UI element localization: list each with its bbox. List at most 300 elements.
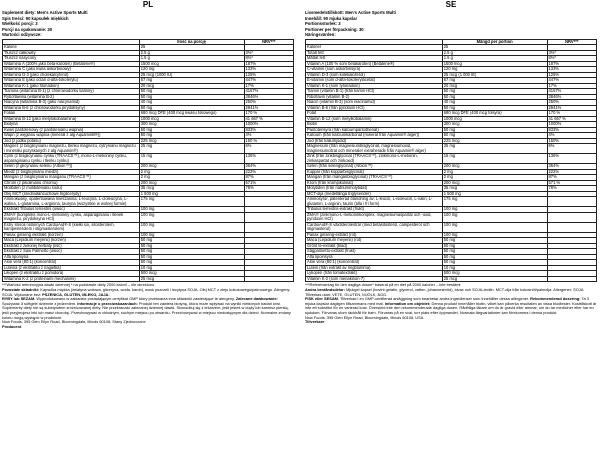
amount-per-serving: 67 mg: [442, 78, 547, 84]
nutrient-name: Miedź (z bisglicynianu miedzi): [3, 169, 140, 175]
nrv-value: 133%: [547, 67, 596, 73]
amount-per-serving: 15 mg: [442, 154, 547, 164]
amount-per-serving: 1000 mcg: [442, 116, 547, 122]
nutrient-name: Luteina (z ekstraktu z nagietka): [3, 265, 140, 271]
nutrient-name: Grönt te-extrakt (blad): [306, 243, 443, 249]
nutrient-name: Tribulus terrestris-extrakt (frukt): [306, 207, 443, 213]
nutrient-name: Aloe vera (80:1) (koncentrat): [306, 260, 443, 266]
nutrient-name: Witamina B-6 (z chlorowodorku pirydoksyny): [3, 105, 140, 111]
amount-per-serving: 175 mg: [139, 197, 244, 207]
meta-line: Spis treści: 90 kapsułek miękkich: [2, 15, 69, 21]
amount-per-serving: 50 mg: [442, 243, 547, 249]
fish-text: Tillverkad i en GMP-certifierad anläggning som bearbetar andra ingredienser som innehåller dessa allergener.: [339, 296, 530, 302]
table-row: [306, 144, 597, 154]
table-row: [3, 169, 294, 175]
nrv-value: 8%*: [244, 56, 293, 62]
amount-per-serving: 25 mcg (1 000 IE): [442, 72, 547, 78]
nrv-value: 187%: [244, 61, 293, 67]
nutrition-table: [2, 39, 294, 283]
nutrient-name: Kalorie: [3, 45, 140, 51]
header-cell: Mängd per portion: [442, 39, 547, 45]
nutrient-name: Ekstrakt z Saw Palmetto (owoc): [3, 249, 140, 255]
producer-label: Tillverkare: [305, 319, 325, 325]
nrv-value: 250%: [547, 100, 596, 106]
nrv-value: 447%: [244, 78, 293, 84]
amount-per-serving: 2.5 g: [442, 50, 547, 56]
meta-line: Suplement diety: Men's Active Sports Multi: [2, 10, 88, 15]
usage-text: Ta 3 mjuka kapslar dagligen tillsammans med mat.: [305, 296, 589, 306]
amount-per-serving: 25 mcg (1000 IU): [139, 72, 244, 78]
nrv-value: 17%: [244, 83, 293, 89]
nrv-value: 3%*: [244, 50, 293, 56]
nrv-value: 364%: [547, 164, 596, 170]
table-row: [3, 67, 294, 73]
nutrient-name: Vitamin B-12 (som metylkobalamin): [306, 116, 443, 122]
nrv-value: 1000%: [244, 122, 293, 128]
amount-per-serving: 1 500 mg: [139, 191, 244, 197]
nutrient-name: Witamina C (jako kwas askorbinowy): [3, 67, 140, 73]
amount-per-serving: 100 mg: [442, 222, 547, 232]
amount-per-serving: 50 mg: [442, 249, 547, 255]
amount-per-serving: 50 mg: [442, 133, 547, 139]
amount-per-serving: 680 mcg DFE (400 mcg folsyra): [442, 111, 547, 117]
nutrient-name: ZMA® (zinkmono-L-metioninkomplex, magnesiumaspartat och -oxid, pyridoxin HCl): [306, 212, 443, 222]
amount-per-serving: 100 mg: [442, 207, 547, 213]
allergen-block: [305, 297, 597, 315]
nutrient-name: Jod (från kaliumjodid): [306, 138, 443, 144]
table-row: [306, 105, 597, 111]
amount-per-serving: 50 mg: [139, 89, 244, 95]
amount-per-serving: 100 mg: [139, 222, 244, 232]
nrv-value: 170 %: [547, 111, 596, 117]
amount-per-serving: 225 mcg: [442, 138, 547, 144]
nrv-value: [547, 222, 596, 232]
table-row: [306, 175, 597, 181]
nutrient-name: Witamina B-12 (jako metylokobalamina): [3, 116, 140, 122]
nrv-value: 571 %: [547, 180, 596, 186]
table-row: [3, 276, 294, 282]
nrv-value: 87%: [244, 175, 293, 181]
nrv-value: 4167%: [244, 89, 293, 95]
nrv-value: [547, 197, 596, 207]
meta-line: Innehåll: 90 mjuka kapslar: [305, 15, 358, 21]
nutrient-name: Kwas pantotenowy (z pantotenianu wapnia): [3, 127, 140, 133]
amount-per-serving: 50 mg: [139, 94, 244, 100]
nutrient-name: Riboflavin (vitamin B-2): [306, 94, 443, 100]
nrv-value: 170 %: [244, 111, 293, 117]
table-row: [3, 154, 294, 164]
nutrient-name: Krom (från krompikolinat): [306, 180, 443, 186]
amount-per-serving: 2 mg: [139, 169, 244, 175]
product-meta: [2, 10, 294, 38]
column-pl: [2, 0, 294, 461]
nrv-value: 6%: [244, 144, 293, 154]
amount-per-serving: 50 mg: [139, 243, 244, 249]
nrv-value: 4167%: [547, 89, 596, 95]
nutrient-name: Tiamina (witamina B-1) (z chlorowodorku tiaminy): [3, 89, 140, 95]
nutrient-name: Cynk (z bisglicynianu cynku (TRAACS™), mono-L-metioniny cynku, asparaginianu cynku i tlenku cynku): [3, 154, 140, 164]
table-row: [3, 83, 294, 89]
amount-per-serving: 35 mcg: [139, 186, 244, 192]
nrv-value: 833%: [244, 127, 293, 133]
nutrient-name: Folat: [306, 111, 443, 117]
nrv-value: 187%: [547, 61, 596, 67]
amount-per-serving: 50 mg: [139, 127, 244, 133]
nutrient-name: ZMA® (kompleks mono-L-metioniny cynku, asparaginianu i tlenek magnezu, pirydoksyna HCl): [3, 212, 140, 222]
amount-per-serving: 2.5 g: [139, 50, 244, 56]
usage-label: Zalecane dawkowanie:: [235, 296, 278, 302]
nrv-value: 3%*: [547, 50, 596, 56]
nutrient-name: Kalcium (från kalciumkarbonat (mineral från Aquamin® alger)): [306, 133, 443, 139]
amount-per-serving: 100 mg: [139, 232, 244, 238]
amount-per-serving: 50 mg: [139, 254, 244, 260]
amount-per-serving: 50 mg: [442, 238, 547, 244]
amount-per-serving: 1500 mcg: [139, 61, 244, 67]
nutrient-name: Magnesium (från magnesiumbisglycinat, magnesiumoxid, magnesiumcitrat och mineraler extraherade från Aquamin® alger): [306, 144, 443, 154]
nrv-value: 41 667 %: [547, 116, 596, 122]
nutrient-name: Pantotensyra (från kalciumpantothenat): [306, 127, 443, 133]
table-row: [306, 72, 597, 78]
header-cell: Ilość na porcję: [139, 39, 244, 45]
nrv-value: 150%: [547, 138, 596, 144]
amount-per-serving: 100 mg: [139, 207, 244, 213]
table-row: [3, 133, 294, 139]
ingredients-text: Mjukgel kapsel (bovint gelatin, glycerol, vatten, johannesbröd), bivax och SOJA-lecitin. MCT-olja från kokosnöt/palmolja. Allergener: SOJA. Tillverkas utan: VETE, GLUTEN, MJÖLK, ÄGG.: [305, 287, 585, 297]
nutrient-name: Witamina E (jako octan d-alfa-tokoferylu): [3, 78, 140, 84]
amount-per-serving: 1 500 mg: [442, 191, 547, 197]
nrv-value: 4%: [244, 133, 293, 139]
nrv-value: 3846%: [547, 94, 596, 100]
nutrient-name: Totalt fett: [306, 50, 443, 56]
nrv-value: 133%: [244, 67, 293, 73]
amount-per-serving: 50 mg: [442, 89, 547, 95]
nutrient-name: Zink (från zinkbisglycinat (TRAACS™), zinkmono-L-metionin, zinkaspartat och zinkoxid): [306, 154, 443, 164]
free-from: PSZENICA, GLUTEN, MLEKO, JAJA.: [42, 291, 110, 297]
nutrient-name: Vitamin A (100 % som betakaroten) (Betatene®): [306, 61, 443, 67]
amount-per-serving: 200 mcg: [442, 164, 547, 170]
amount-per-serving: 1.5 g: [442, 56, 547, 62]
nutrient-name: Tłuszcz całkowity: [3, 50, 140, 56]
table-row: [3, 78, 294, 84]
amount-per-serving: 10 mg: [442, 265, 547, 271]
usage-label: Rekommenderad dosering:: [530, 296, 581, 302]
table-body: [3, 45, 294, 282]
meta-line: Näringsvärden:: [305, 32, 336, 38]
table-row: [306, 197, 597, 207]
table-row: [3, 61, 294, 67]
table-row: [306, 154, 597, 164]
warning-text: Produkt ten zawiera biotynę, która może wpływać na wyniki niektórych badań krwi. Suplementy diety nie są substytutem zróżnicowanej diety. Nie przekraczać zalecanej dziennej dawki. Skonsultuj się z lekarzem, jeśli jesteś w ciąży lub karmisz piersią, jeśli przyjmujesz leki lub masz chorobę. Przechowywać w chłodnym, suchym miejscu po otwarciu. Przechowywać w miejscu niedostępnym dla dzieci. Normalne zmiany koloru mogą wystąpić w produkcie.: [2, 300, 291, 320]
amount-per-serving: 1.5 g: [139, 56, 244, 62]
ingredients-label: Andra beståndsdelar:: [305, 287, 345, 293]
nutrient-name: Witamina A (100% jako beta-karoten) (Betatene®): [3, 61, 140, 67]
amount-per-serving: 50 mg: [139, 249, 244, 255]
nutrient-name: Lykopen (från tomatextrakt): [306, 271, 443, 277]
table-row: [3, 180, 294, 186]
nrv-value: 3846%: [244, 94, 293, 100]
nutrient-name: Niacin (vitamin B-3) (som niacinamid): [306, 100, 443, 106]
nutrient-name: Panax ginseng ekstrakt (korzeń): [3, 232, 140, 238]
nrv-value: 6%: [547, 144, 596, 154]
nutrient-name: Niacyna (witamina B-3) (jako niacynamid): [3, 100, 140, 106]
amount-per-serving: 500 mcg: [139, 271, 244, 277]
amount-per-serving: 50 mg: [139, 133, 244, 139]
amount-per-serving: 120 mg: [442, 67, 547, 73]
table-row: [3, 197, 294, 207]
nrv-value: 150 %: [244, 138, 293, 144]
amount-per-serving: 25: [442, 45, 547, 51]
amount-per-serving: 500 mcg: [442, 271, 547, 277]
amount-per-serving: 200 mcg: [139, 164, 244, 170]
warning-label: Informacje o przeciwskazaniach:: [77, 300, 138, 306]
nrv-value: 125%: [244, 72, 293, 78]
nutrient-name: Panax ginseng-extrakt (rot): [306, 232, 443, 238]
amount-per-serving: 200 mcg: [139, 180, 244, 186]
legal-text: [305, 283, 597, 324]
table-row: [306, 133, 597, 139]
amount-per-serving: 2 mg: [442, 175, 547, 181]
amount-per-serving: 35 mcg: [442, 186, 547, 192]
amount-per-serving: 1500 mcg: [442, 61, 547, 67]
nrv-value: 41 667 %: [244, 116, 293, 122]
nutrient-name: Kalorier: [306, 45, 443, 51]
nutrient-name: Witamina K-2 (z proteinami mechanimi): [3, 276, 140, 282]
footnote: ***Referensintag för den dagliga dosen* baserat på en diet på 2000 kalorier – inte bestämt: [305, 282, 461, 288]
table-row: [306, 94, 597, 100]
nrv-value: 250%: [244, 100, 293, 106]
fish-label: FISK eller SESAM.: [305, 296, 339, 302]
meta-line: Wielkość porcji: 3: [2, 21, 38, 27]
amount-per-serving: 300 mcg: [139, 122, 244, 128]
amount-per-serving: 50 mg: [139, 260, 244, 266]
table-row: [3, 144, 294, 154]
table-row: [306, 116, 597, 122]
nutrient-name: Biotin: [306, 122, 443, 128]
nrv-value: 78%: [244, 186, 293, 192]
nutrient-name: Alfa liponiyna: [3, 254, 140, 260]
ingredients-label: Pozostałe składniki:: [2, 287, 40, 293]
nutrient-name: Olej MCT (średniołańcuchowe triglicerydy): [3, 191, 140, 197]
table-row: [3, 222, 294, 232]
nutrient-name: Ryboflawina (witamina B-2): [3, 94, 140, 100]
amount-per-serving: 20 mcg: [139, 83, 244, 89]
nutrient-name: Molybden (från natriummolybdat): [306, 186, 443, 192]
amount-per-serving: 25 mcg: [139, 276, 244, 282]
amount-per-serving: 50 mg: [442, 127, 547, 133]
nutrient-name: MCT-olja (medellånga triglycerider): [306, 191, 443, 197]
nutrient-name: Molibden (z molibdenianu sodu): [3, 186, 140, 192]
nrv-value: 8%*: [547, 56, 596, 62]
nrv-value: 136%: [244, 154, 293, 164]
meta-line: Portionsstorlek: 3: [305, 21, 341, 27]
meta-line: Livsmedelstillskott: Men's Active Sports Multi: [305, 10, 396, 15]
column-title: SE: [445, 0, 457, 9]
table-row: [3, 94, 294, 100]
amount-per-serving: 100 mg: [442, 212, 547, 222]
amount-per-serving: 225 mcg: [139, 138, 244, 144]
nrv-value: [547, 212, 596, 222]
table-row: [306, 212, 597, 222]
nutrient-name: Aminokwasy, opatentowana mieszanina: L-leucyna, L-izoleucyna, L-walina, L-glutamina, L-arginina, tauryna (wszystkie w wolnej formie): [3, 197, 140, 207]
legal-text: [2, 283, 294, 329]
amount-per-serving: 100 mg: [139, 212, 244, 222]
manufacturer: Now Foods, 395 Glen Ellyn Road, Bloomingdale, Illinois 60108, Stany Zjednoczone: [2, 319, 146, 325]
nutrient-name: Tłuszcz nasycony: [3, 56, 140, 62]
warning-label: Information om objektet:: [384, 300, 431, 306]
amount-per-serving: 40 mg: [139, 100, 244, 106]
amount-per-serving: 680 mcg DFE (400 mcg kwasu foliowego): [139, 111, 244, 117]
usage-text: Spożywać 3 softgele dziennie z jedzeniem.: [2, 300, 77, 306]
table-row: [306, 276, 597, 282]
nutrient-name: Selen (från selenglycinat) (Albion™): [306, 164, 443, 170]
nutrient-name: Folian: [3, 111, 140, 117]
producer-label: Producent: [2, 323, 22, 329]
header-cell: NRV***: [244, 39, 293, 45]
nutrient-name: Biotyna: [3, 122, 140, 128]
table-row: [3, 175, 294, 181]
nutrient-name: Aminosyror, patenterad blandning av: L-leucin, L-isoleucin, L-valin, L-glutamin, L-arginin, taurin (alla i fri form): [306, 197, 443, 207]
amount-per-serving: 120 mg: [139, 67, 244, 73]
amount-per-serving: 25 mcg: [442, 276, 547, 282]
nutrient-name: Vitamin D-3 (som kolekalciferol): [306, 72, 443, 78]
nrv-value: 364%: [244, 164, 293, 170]
fish-text: Wyprodukowano w zakładzie posiadającym certyfikat GMP który przetwarza inne składniki zawierające te alergeny.: [36, 296, 235, 302]
nutrient-name: Ekstrakt z zielonej herbaty (liść): [3, 243, 140, 249]
amount-per-serving: 50 mg: [442, 105, 547, 111]
nutrient-name: Wapń [z węglanu wapnia (minerał z alg AquaminB®)]: [3, 133, 140, 139]
amount-per-serving: 25 mg: [139, 144, 244, 154]
nrv-value: 125%: [547, 72, 596, 78]
nutrient-name: Sågpalmetto-extrakt (frukt): [306, 249, 443, 255]
table-row: [306, 100, 597, 106]
nrv-value: 447%: [547, 78, 596, 84]
meta-line: Wartości odżywcze:: [2, 32, 42, 38]
nutrient-name: Mangan (från manganbisglycinat) (TRAACS™): [306, 175, 443, 181]
amount-per-serving: 2 mg: [139, 175, 244, 181]
nutrient-name: Tiamin (vitamin B-1) (från tiamin HCl): [306, 89, 443, 95]
nrv-value: 571%: [244, 180, 293, 186]
ingredients-text: Kapsułka miękka (żelatyna wołowa, gliceryna, woda, karob), wosk pszczeli i lecytyna SOJA. Olej MCT z oleju kokosowego/palmowego. Alergeny: SOJA. Wykonane bez:: [2, 287, 291, 297]
nrv-value: 222%: [547, 169, 596, 175]
header-cell: NRV***: [547, 39, 596, 45]
amount-per-serving: 50 mg: [442, 260, 547, 266]
nrv-value: 222%: [244, 169, 293, 175]
nutrient-name: Alfa lipoinsyra: [306, 254, 443, 260]
nutrient-name: Lutein (från extrakt av ringblomma): [306, 265, 443, 271]
nrv-value: 78%: [547, 186, 596, 192]
nrv-value: 833%: [547, 127, 596, 133]
nutrient-name: Ekstrakt Tribulus terrestris (owoc): [3, 207, 140, 213]
table-body: [306, 45, 597, 282]
amount-per-serving: 300 mcg: [442, 122, 547, 128]
nrv-value: 2941%: [244, 105, 293, 111]
table-row: [3, 105, 294, 111]
warning-text: Denna produkt innehåller biotin, vilket kan påverka resultaten av vissa blodtester. Kosttillskott är inte ett substitut för en varierad kost. Överskrid inte den rekommenderade dagliga dosen. Rådfråga läkare om du är gravid eller ammar, om du tar mediciner eller har en sjukdom. Förvaras utom räckhåll för barn. Förvaras på en sval, torr plats efter öppnandet. Normala färgvariationer kan förekomma i denna produkt.: [305, 300, 597, 316]
nrv-value: 4%: [547, 133, 596, 139]
amount-per-serving: 175 mg: [442, 197, 547, 207]
table-row: [306, 61, 597, 67]
nutrient-name: Mangan (z bisglicynianu manganu (TRAACS™): [3, 175, 140, 181]
table-row: [306, 89, 597, 95]
product-meta: [305, 10, 597, 38]
nutrient-name: Vitamin B-6 (från pyridoxin HCl): [306, 105, 443, 111]
nrv-value: 17%: [547, 83, 596, 89]
nutrient-name: Chrom (z pikolinianu chromu): [3, 180, 140, 186]
nutrient-name: Koppar (från kopparbisglycinat): [306, 169, 443, 175]
table-row: [3, 100, 294, 106]
table-row: [3, 72, 294, 78]
table-row: [3, 212, 294, 222]
nutrient-name: Maca (Lepidium meyenii) (rot): [306, 238, 443, 244]
table-row: [306, 180, 597, 186]
amount-per-serving: 67 mg: [139, 78, 244, 84]
column-se: [305, 0, 597, 461]
table-row: [306, 78, 597, 84]
table-row: [3, 186, 294, 192]
nutrient-name: Estry steroli roślinnych CardioAid®-S (kiełki soi, sitosterolem, kampesterolem i stigmasterolem): [3, 222, 140, 232]
fish-label: RYBY lub SEZAM.: [2, 296, 36, 302]
nutrient-name: Aloe vera (80:1) (koncentrat): [3, 260, 140, 266]
nutrient-name: Vitamin K-2 (som menakinon-7): [306, 276, 443, 282]
table-row: [306, 186, 597, 192]
table-row: [306, 169, 597, 175]
nutrient-name: Likopen (z ekstraktu z pomidora): [3, 271, 140, 277]
nrv-value: 2941%: [547, 105, 596, 111]
amount-per-serving: 2 mg: [442, 169, 547, 175]
nrv-value: [244, 222, 293, 232]
amount-per-serving: 25: [139, 45, 244, 51]
amount-per-serving: 10 mg: [139, 265, 244, 271]
amount-per-serving: 40 mg: [442, 100, 547, 106]
nutrient-name: E-vitamin (som d-alfa-tokoferylacetat): [306, 78, 443, 84]
table-row: [3, 116, 294, 122]
nrv-value: 87%: [547, 175, 596, 181]
nutrient-name: Witamina D-3 (jako cholekalcyferol): [3, 72, 140, 78]
amount-per-serving: 25 mg: [442, 144, 547, 154]
table-row: [306, 222, 597, 232]
amount-per-serving: 100 mg: [442, 232, 547, 238]
table-row: [3, 164, 294, 170]
nutrient-name: CardioAid®-S växtsterolestrar (med betasitosterol, campesterol och stigmasterol): [306, 222, 443, 232]
amount-per-serving: 50 mg: [442, 94, 547, 100]
nutrient-name: Magnez (z bisglicynianu magnezu, tlenku magnezu, cytrynianu magnezu i minerału pozyskanych z alg Aquamin®): [3, 144, 140, 154]
amount-per-serving: 200 mcg: [442, 180, 547, 186]
allergen-block: [2, 297, 294, 320]
amount-per-serving: 1000 mcg: [139, 116, 244, 122]
nutrient-name: C-vitamin (som askorbinsyra): [306, 67, 443, 73]
amount-per-serving: 50 mg: [442, 254, 547, 260]
nutrient-name: Vitamin K-1 (som fytonadion): [306, 83, 443, 89]
amount-per-serving: 15 mg: [139, 154, 244, 164]
nrv-value: [244, 197, 293, 207]
nutrient-name: Witamina K-1 (jako fitonadion): [3, 83, 140, 89]
table-row: [3, 89, 294, 95]
nrv-value: [244, 276, 293, 282]
manufacturer: Now Foods, 395 Glen Ellyn Road, Bloomingdale, Illinois 60108, USA: [305, 314, 424, 320]
nutrient-name: Mättat fett: [306, 56, 443, 62]
nrv-value: [244, 212, 293, 222]
nutrient-name: Maca (Lepidium meyenii) (korzeń): [3, 238, 140, 244]
amount-per-serving: 50 mg: [139, 105, 244, 111]
nutrient-name: Jod (z jodku potasu): [3, 138, 140, 144]
meta-line: Porcji na opakowanie: 30: [2, 26, 53, 32]
table-row: [306, 83, 597, 89]
footnote: ***Wartość referencyjna dawki dziennej * na podstawie diety 2000 kalorii – nie określono.: [2, 282, 156, 288]
amount-per-serving: 50 mg: [139, 238, 244, 244]
table-row: [306, 164, 597, 170]
meta-line: Portioner per förpackning: 30: [305, 26, 364, 32]
nutrition-table: [305, 39, 597, 283]
